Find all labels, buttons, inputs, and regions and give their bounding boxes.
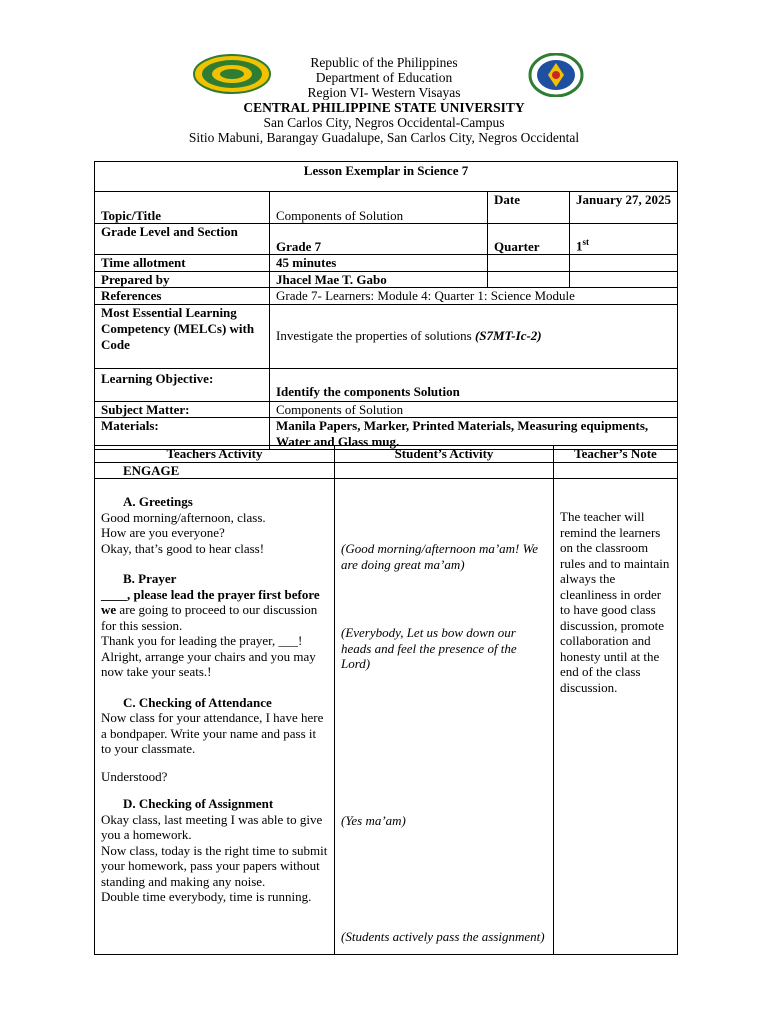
empty-cell: [335, 462, 554, 479]
melc-value: [270, 304, 678, 368]
references-value: Grade 7- Learners: Module 4: Quarter 1: Science Module: [270, 288, 678, 305]
attendance-title: C. Checking of Attendance: [123, 694, 272, 710]
empty-cell: [570, 255, 678, 272]
greetings-title: A. Greetings: [123, 494, 193, 509]
greetings-line: Okay, that’s good to hear class!: [101, 540, 265, 556]
objective-value: Identify the components Solution: [270, 368, 678, 401]
teacher-activity-cell: [95, 479, 335, 955]
assignment-title: D. Checking of Assignment: [123, 796, 274, 811]
prayer-rest: are going to proceed to our discussion for this session.: [101, 602, 318, 633]
references-label: References: [95, 288, 270, 305]
student-response: (Good morning/afternoon ma’am! We are doing great ma’am): [341, 541, 539, 572]
topic-value: Components of Solution: [270, 192, 488, 224]
lesson-info-table: [94, 161, 678, 450]
header-republic: Republic of the Philippines: [310, 55, 458, 70]
subject-value: Components of Solution: [270, 401, 678, 418]
attendance-line: Now class for your attendance, I have here a bondpaper. Write your name and pass it to your classmate.: [101, 710, 324, 756]
prepared-label: Prepared by: [95, 271, 270, 288]
empty-cell: [488, 271, 570, 288]
col-note-header: Teacher’s Note: [554, 446, 678, 463]
assignment-line: Okay class, last meeting I was able to give you a homework.: [101, 811, 323, 842]
prayer-line: Alright, arrange your chairs and you may now take your seats.!: [101, 648, 316, 679]
materials-value: Manila Papers, Marker, Printed Materials, Measuring equipments, Water and Glass mug.: [270, 418, 678, 450]
header-deped: Department of Education: [315, 70, 453, 85]
objective-label: Learning Objective:: [95, 368, 270, 401]
quarter-number: 1: [576, 238, 583, 254]
attendance-line: Understood?: [101, 768, 168, 784]
date-value: January 27, 2025: [570, 192, 678, 224]
empty-cell: [570, 271, 678, 288]
date-label: Date: [488, 192, 570, 224]
prayer-bold: ____, please lead the prayer first before we: [101, 586, 320, 617]
time-label: Time allotment: [95, 255, 270, 272]
melc-label: Most Essential Learning Competency (MELCs) with Code: [95, 304, 270, 368]
subject-label: Subject Matter:: [95, 401, 270, 418]
quarter-label: Quarter: [488, 224, 570, 255]
materials-label: Materials:: [95, 418, 270, 450]
header-university: CENTRAL PHILIPPINE STATE UNIVERSITY: [243, 100, 525, 115]
engage-label: ENGAGE: [95, 462, 335, 479]
melc-code: (S7MT-Ic-2): [474, 328, 542, 344]
header-region: Region VI- Western Visayas: [307, 85, 461, 100]
melc-text: Investigate the properties of solutions: [276, 328, 472, 344]
time-value: 45 minutes: [270, 255, 488, 272]
prayer-line: Thank you for leading the prayer, ___!: [101, 633, 303, 648]
topic-label: Topic/Title: [95, 192, 270, 224]
quarter-value: [570, 224, 678, 255]
student-response: (Students actively pass the assignment): [341, 929, 545, 944]
header-address: Sitio Mabuni, Barangay Guadalupe, San Carlos City, Negros Occidental: [188, 130, 580, 145]
prepared-value: Jhacel Mae T. Gabo: [270, 271, 488, 288]
student-response: (Everybody, Let us bow down our heads and feel the presence of the Lord): [341, 625, 517, 671]
col-teacher-header: Teachers Activity: [95, 446, 335, 463]
assignment-line: Now class, today is the right time to submit your homework, pass your papers without standing and making any noise.: [101, 842, 328, 889]
quarter-suffix: st: [582, 237, 589, 248]
greetings-line: How are you everyone?: [101, 525, 225, 540]
col-student-header: Student’s Activity: [335, 446, 554, 463]
student-response: (Yes ma’am): [341, 813, 406, 828]
prayer-line: [101, 587, 328, 634]
grade-value: Grade 7: [270, 224, 488, 255]
activity-table: [94, 445, 678, 955]
lesson-title: Lesson Exemplar in Science 7: [95, 162, 678, 192]
teacher-note-cell: The teacher will remind the learners on the classroom rules and to maintain always the cleanliness in order to have good class discussion, promote collaboration and honesty until at the end of the class discussion.: [554, 479, 678, 955]
header-campus: San Carlos City, Negros Occidental-Campus: [263, 115, 505, 130]
grade-label: Grade Level and Section: [95, 224, 270, 255]
greetings-line: Good morning/afternoon, class.: [101, 509, 266, 525]
empty-cell: [488, 255, 570, 272]
empty-cell: [554, 462, 678, 479]
assignment-line: Double time everybody, time is running.: [101, 889, 312, 904]
prayer-title: B. Prayer: [123, 571, 177, 586]
student-activity-cell: [335, 479, 554, 955]
